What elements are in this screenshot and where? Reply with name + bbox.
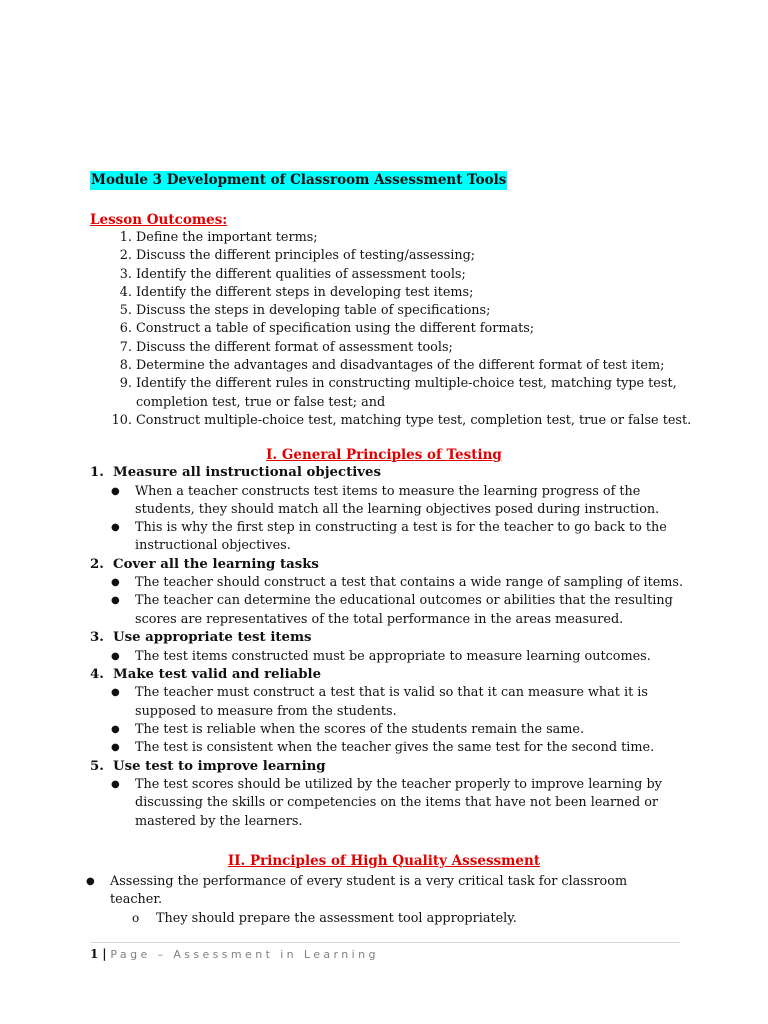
high-quality-assessment-list (86, 873, 670, 928)
principle-bullets (90, 684, 690, 757)
bullet-line: The test scores should be utilized by the teacher properly to improve learning by (135, 777, 662, 793)
bullet-icon: ● (111, 522, 120, 534)
lesson-outcomes-list (110, 229, 710, 430)
bullet-icon: ● (111, 650, 120, 662)
hollow-bullet-icon: o (132, 910, 140, 925)
outcome-text: Identify the different rules in constructing multiple-choice test, matching type test, (136, 376, 677, 392)
principle-title-text: Cover all the learning tasks (113, 556, 319, 572)
outcome-text: Determine the advantages and disadvantages of the different format of test item; (136, 358, 665, 374)
outcome-text: Construct multiple-choice test, matching type test, completion test, true or false test. (136, 412, 692, 428)
principle-number: 4. (90, 666, 104, 682)
bullet-item (111, 483, 690, 520)
outcome-item (110, 302, 710, 320)
section-heading-high-quality-assessment: II. Principles of High Quality Assessment (227, 853, 541, 869)
bullet-item (111, 739, 690, 757)
bullet-icon: ● (111, 687, 120, 699)
bullet-line: The teacher must construct a test that is valid so that it can measure what it is (135, 685, 648, 701)
sub-bullet-item (110, 910, 670, 928)
module-title: Module 3 Development of Classroom Assessment Tools (91, 172, 507, 188)
outcome-text: completion test, true or false test; and (136, 394, 386, 410)
bullet-line: This is why the first step in constructing a test is for the teacher to go back to the (135, 520, 667, 536)
section-heading-general-principles: I. General Principles of Testing (266, 447, 502, 463)
outcome-number: 9. (119, 376, 132, 392)
outcome-text: Construct a table of specification using the different formats; (136, 321, 535, 337)
bullet-item (111, 684, 690, 721)
outcome-text: Define the important terms; (136, 230, 318, 245)
outcome-number: 2. (119, 248, 132, 264)
outcome-number: 6. (119, 321, 132, 337)
general-principles-list (90, 464, 690, 831)
outcome-number: 10. (111, 412, 132, 428)
outcome-item (110, 357, 710, 375)
principle-title-text: Measure all instructional objectives (113, 465, 381, 480)
lesson-outcomes-heading: Lesson Outcomes: (90, 212, 228, 228)
outcome-number: 5. (119, 303, 132, 319)
bullet-item (111, 721, 690, 739)
outcome-item (110, 266, 710, 284)
bullet-line: When a teacher constructs test items to measure the learning progress of the (135, 483, 641, 499)
outcome-number: 7. (119, 339, 132, 355)
bullet-icon: ● (86, 876, 95, 887)
page-footer (90, 946, 379, 963)
principle-number: 2. (90, 556, 104, 572)
footer-separator: | (102, 947, 107, 961)
outcome-text: Identify the different qualities of assessment tools; (136, 266, 466, 282)
principle-title (90, 464, 690, 483)
bullet-line: The teacher can determine the educational outcomes or abilities that the resulting (135, 593, 673, 609)
sub-bullet-text: They should prepare the assessment tool appropriately. (156, 910, 517, 926)
principle-title (90, 758, 690, 777)
principle-number: 5. (90, 758, 104, 774)
outcome-item (110, 320, 710, 338)
page-number: 1 (90, 947, 99, 961)
bullet-icon: ● (111, 723, 120, 735)
bullet-item (111, 648, 690, 666)
principle-title (90, 556, 690, 575)
outcome-text: Discuss the different format of assessment tools; (136, 339, 453, 355)
bullet-icon: ● (111, 485, 120, 497)
bullet-line: The test is reliable when the scores of the students remain the same. (135, 721, 585, 737)
principle-bullets (90, 648, 690, 666)
footer-divider (90, 942, 680, 943)
bullet-item (111, 776, 690, 831)
bullet-line: instructional objectives. (135, 538, 291, 554)
outcome-text: Identify the different steps in developing test items; (136, 284, 474, 300)
outcome-item (110, 284, 710, 302)
outcome-number: 4. (119, 284, 132, 300)
bullet-icon: ● (111, 595, 120, 607)
bullet-line: Assessing the performance of every student is a very critical task for classroom (110, 874, 628, 889)
outcome-item (110, 339, 710, 357)
principle-title (90, 666, 690, 685)
footer-text: Page – Assessment in Learning (110, 948, 379, 961)
bullet-line: teacher. (110, 892, 163, 908)
principle-title-text: Use appropriate test items (113, 630, 312, 646)
bullet-line: The test items constructed must be appropriate to measure learning outcomes. (135, 648, 651, 664)
principle-bullets (90, 776, 690, 831)
outcome-number: 1. (119, 230, 132, 245)
bullet-line: The teacher should construct a test that contains a wide range of sampling of items. (135, 575, 684, 591)
bullet-item (111, 592, 690, 629)
outcome-number: 3. (119, 266, 132, 282)
outcome-text: Discuss the steps in developing table of specifications; (136, 303, 491, 319)
bullet-line: discussing the skills or competencies on the items that have not been learned or (135, 795, 659, 811)
bullet-line: The test is consistent when the teacher gives the same test for the second time. (135, 740, 655, 756)
outcome-text: Discuss the different principles of testing/assessing; (136, 248, 476, 264)
principle-title (90, 629, 690, 648)
bullet-item (86, 873, 670, 910)
principle-bullets (90, 574, 690, 629)
outcome-item-continuation (110, 394, 710, 412)
bullet-line: mastered by the learners. (135, 813, 303, 829)
bullet-icon: ● (111, 779, 120, 791)
principle-item (90, 629, 690, 666)
principle-number: 3. (90, 630, 104, 646)
principle-bullets (90, 483, 690, 556)
principle-title-text: Use test to improve learning (113, 758, 326, 774)
principle-item (90, 464, 690, 556)
outcome-item (110, 229, 710, 247)
bullet-line: scores are representatives of the total performance in the areas measured. (135, 611, 624, 627)
principle-item (90, 758, 690, 831)
principle-title-text: Make test valid and reliable (113, 666, 322, 682)
outcome-item (110, 375, 710, 393)
outcome-number: 8. (119, 358, 132, 374)
bullet-line: supposed to measure from the students. (135, 703, 397, 719)
bullet-item (111, 519, 690, 556)
outcome-item (110, 247, 710, 265)
bullet-icon: ● (111, 742, 120, 754)
principle-item (90, 556, 690, 629)
outcome-item (110, 412, 710, 430)
principle-item (90, 666, 690, 758)
bullet-item (111, 574, 690, 592)
bullet-icon: ● (111, 577, 120, 589)
principle-number: 1. (90, 465, 104, 480)
bullet-line: students, they should match all the learning objectives posed during instruction. (135, 501, 660, 517)
